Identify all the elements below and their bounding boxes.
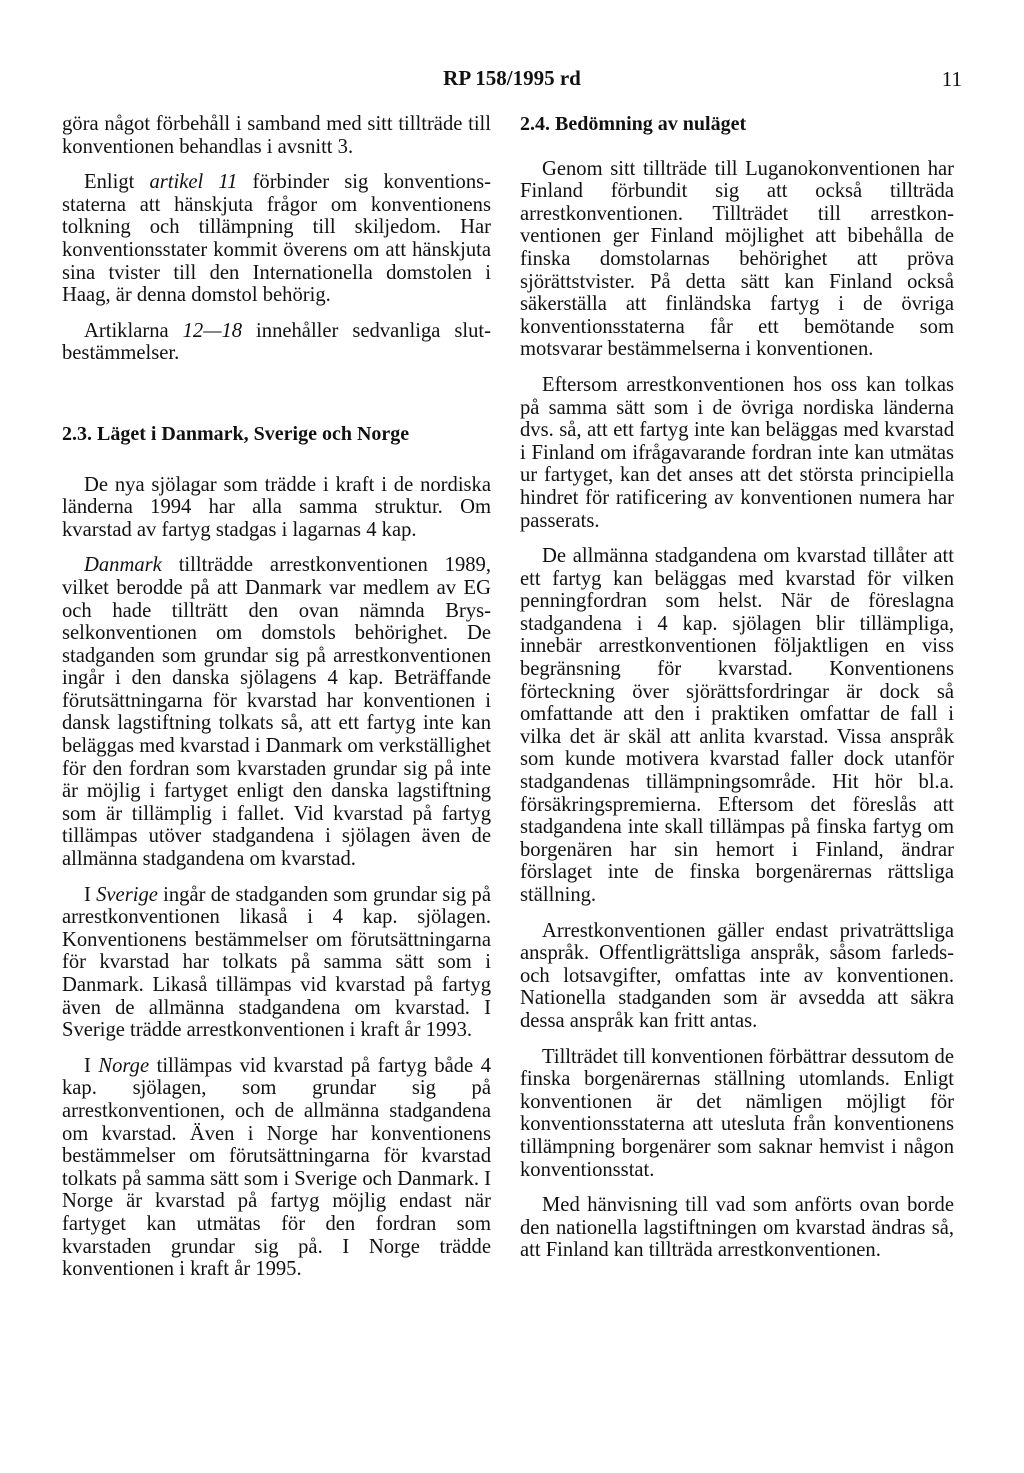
right-paragraph-6: Med hänvisning till vad som anförts ovan borde den nationella lagstiftningen om kvarstad ändras så, att Finland kan tillträda arrestkonventionen. — [520, 1194, 954, 1262]
page-header — [0, 66, 1024, 96]
section-heading-2-4: 2.4. Bedömning av nuläget — [520, 113, 747, 135]
country-name: Danmark — [84, 554, 162, 577]
article-ref: 12—18 — [182, 319, 243, 342]
left-paragraph-6 — [62, 884, 491, 1042]
left-paragraph-4: De nya sjölagar som trädde i kraft i de nordiska länderna 1994 har alla samma struktur. Om kvarstad av fartyg stadgas i lagarnas 4 kap. — [62, 473, 491, 541]
right-paragraph-2: Eftersom arrestkonventionen hos oss kan tolkas på samma sätt som i de övriga nordiska länderna dvs. så, att ett fartyg inte kan beläggas med kvarstad i Finland om ifrågavarande fordran inte kan utmätas ur fartyget, kan det anses att det största principiella hindret för ratificering av konventionen numera har passerats. — [520, 373, 954, 532]
left-paragraph-7 — [62, 1055, 491, 1281]
left-paragraph-5 — [62, 554, 491, 870]
right-paragraph-1: Genom sitt tillträde till Luganokonventionen har Finland förbundit sig att också tillträda arrestkonventionen. Tillträdet till arrestkonventionen ger Finland möjlighet att bibehålla de finska domstolarnas behörighet att pröva sjörättstvister. På detta sätt kan Finland också säkerställa att finländska fartyg i de övriga konventionsstaterna får ett bemötande som motsvarar bestämmelserna i konventionen. — [520, 157, 954, 361]
right-paragraph-4: Arrestkonventionen gäller endast privaträttsliga anspråk. Offentligrättsliga anspråk, såsom farleds- och lotsavgifter, omfattas inte av konventionen. Nationella stadganden som är avsedda att säkra dessa anspråk kan fritt antas. — [520, 919, 954, 1032]
left-paragraph-1: göra något förbehåll i samband med sitt tillträde till konventionen behandlas i avsnitt 3. — [62, 113, 491, 158]
text-run: I — [84, 883, 97, 906]
page-number: 11 — [941, 67, 962, 91]
left-paragraph-2 — [62, 171, 491, 307]
right-paragraph-3: De allmänna stadgandena om kvarstad tillåter att ett fartyg kan beläggas med kvarstad för vilken penningfordran som helst. När de föreslagna stadgandena i 4 kap. sjölagen blir tillämpliga, innebär arrestkonventionen följaktligen en viss begränsning för kvarstad. Konventionens förteckning över sjörättsfordringar är dock så omfattande att den i praktiken omfattar de fall i vilka det är skäl att anlita kvarstad. Vissa anspråk som kunde motivera kvarstad faller dock utanför stadgandenas tillämpningsområde. Hit hör bl.a. försäkringspremierna. Eftersom det föreslås att stadgandena inte skall tillämpas på finska fartyg om borgenären har sin hemort i Finland, ändrar förslaget inte de finska borgenärernas rättsliga ställning. — [520, 545, 954, 906]
text-run: Artiklarna — [84, 319, 183, 342]
text-run: I — [84, 1054, 99, 1077]
article-ref: artikel 11 — [149, 171, 238, 194]
left-paragraph-3 — [62, 320, 491, 365]
section-heading-2-3: 2.3. Läget i Danmark, Sverige och Norge — [62, 422, 410, 445]
text-run: innehåller sedvanliga slutbestämmelser. — [62, 319, 491, 365]
document-reference: RP 158/1995 rd — [443, 66, 581, 90]
text-run: tillträdde arrestkonventionen 1989, vilket berodde på att Danmark var medlem av EG och hade tillträtt den ovan nämnda Brysselkonventionen om domstols behörighet. De stadganden som grundar sig på arrestkonventionen ingår i den danska sjölagens 4 kap. Beträffande förutsättningarna för kvarstad har konventionen i dansk lagstiftning tolkats så, att ett fartyg inte kan beläggas med kvarstad i Danmark om verkställighet för den fordran som kvarstaden grundar sig på inte är möjlig i fartyget enligt den danska lagstiftning som är tillämplig i fallet. Vid kvarstad på fartyg tillämpas utöver stadgandena i sjölagen även de allmänna stadgandena om kvarstad. — [62, 554, 491, 871]
text-run: ingår de stadganden som grundar sig på arrestkonventionen likaså i 4 kap. sjölagen. Konventionens bestämmelser om förutsättningarna för kvarstad har tolkats på samma sätt som i Danmark. Likaså tillämpas vid kvarstad på fartyg även de allmänna stadgandena om kvarstad. I Sverige trädde arrestkonventionen i kraft år 1993. — [62, 883, 491, 1042]
text-run: Enligt — [84, 171, 150, 194]
right-paragraph-5: Tillträdet till konventionen förbättrar dessutom de finska borgenärernas ställning utomlands. Enligt konventionen är det nämligen möjligt för konventionsstaterna att utesluta från konventionens tillämpning borgenärer som saknar hemvist i någon konventionsstat. — [520, 1045, 954, 1181]
country-name: Sverige — [96, 883, 158, 906]
text-run: förbinder sig konventionsstaterna att hänskjuta frågor om konventionens tolkning och tillämpning till skiljedom. Har konventionsstater kommit överens om att hänskjuta sina tvister till den Internationella domstolen i Haag, är denna domstol behörig. — [62, 171, 491, 307]
country-name: Norge — [98, 1054, 150, 1077]
right-column — [520, 113, 954, 1275]
left-column — [62, 113, 491, 1294]
text-run: tillämpas vid kvarstad på fartyg både 4 kap. sjölagen, som grundar sig på arrestkonventionen, och de allmänna stadgandena om kvarstad. Även i Norge har konventionens bestämmelser om förutsättningarna för kvarstad tolkats på samma sätt som i Sverige och Danmark. I Norge är kvarstad på fartyg möjlig endast när fartyget kan utmätas för den fordran som kvarstaden grundar sig på. I Norge trädde konventionen i kraft år 1995. — [62, 1054, 491, 1281]
